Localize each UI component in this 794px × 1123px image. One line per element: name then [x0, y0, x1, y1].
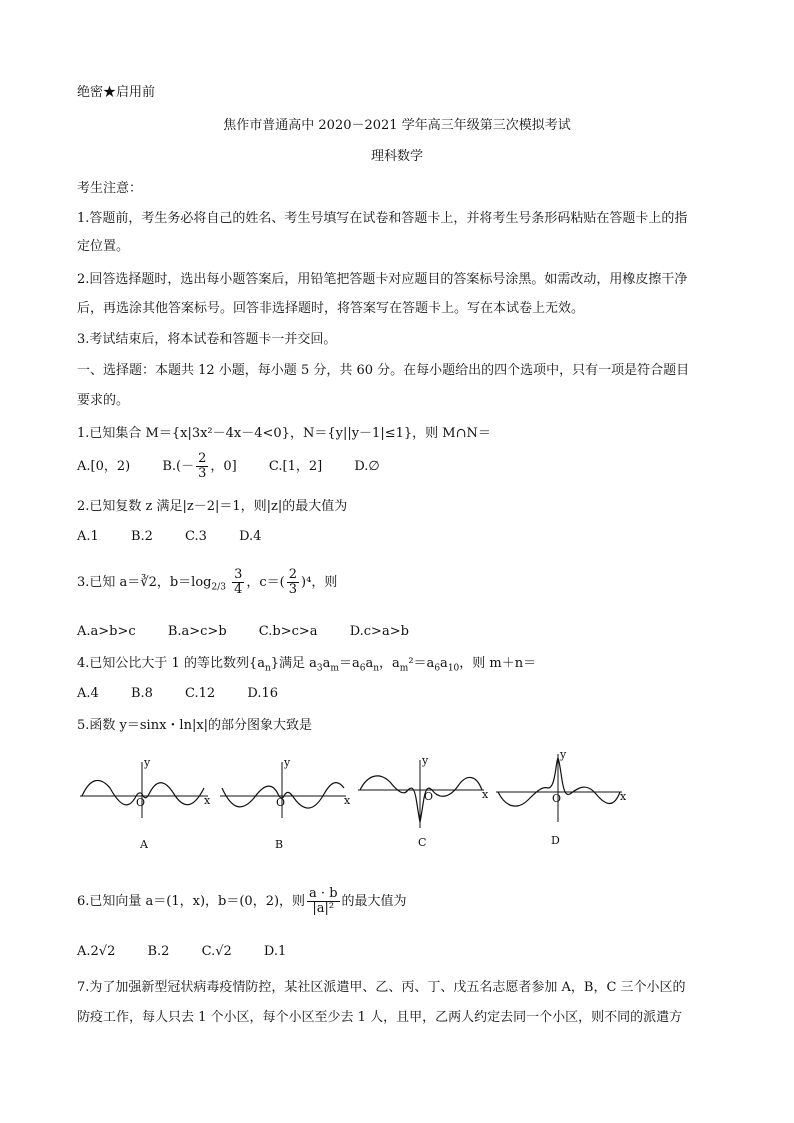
numerator: a · b	[309, 886, 338, 901]
q4-text: ，则 m＋n＝	[459, 656, 537, 671]
subscript: 6	[359, 663, 366, 674]
denominator: 4	[234, 582, 243, 597]
q4-text: a	[365, 656, 374, 671]
question-1-options	[77, 452, 408, 481]
option-b-prefix: B.(－	[162, 459, 195, 474]
notice-item-1-cont: 定位置。	[77, 239, 130, 254]
notice-heading: 考生注意：	[77, 181, 143, 196]
subscript: 6	[434, 663, 441, 674]
option-c: C.b>c>a	[258, 624, 318, 639]
question-2-stem: 2.已知复数 z 满足|z－2|＝1，则|z|的最大值为	[77, 499, 348, 514]
denominator: |a|²	[312, 901, 335, 916]
question-3-options	[77, 623, 437, 641]
graph-d-plot	[496, 752, 626, 822]
graph-a-label: A	[140, 838, 148, 851]
subscript: 3	[316, 663, 323, 674]
q4-text: }满足 a	[270, 656, 317, 671]
graph-c-plot	[358, 758, 488, 828]
q3-mid2: ，c＝(	[246, 575, 285, 590]
exam-title: 焦作市普通高中 2020－2021 学年高三年级第三次模拟考试	[223, 118, 571, 133]
curve	[360, 776, 482, 822]
origin-label: O	[276, 796, 286, 809]
option-d: D.16	[247, 686, 278, 701]
fraction	[287, 568, 299, 597]
notice-item-3: 3.考试结束后，将本试卷和答题卡一并交回。	[77, 332, 337, 347]
denominator: 3	[288, 582, 298, 597]
option-c: C.[1，2]	[268, 459, 323, 474]
option-d: D.1	[263, 944, 287, 959]
option-b	[162, 452, 236, 481]
option-b-suffix: ，0]	[210, 459, 237, 474]
option-b: B.2	[147, 944, 170, 959]
question-3-stem	[77, 568, 337, 597]
axis-y-label: y	[560, 748, 567, 761]
graph-d-label: D	[551, 834, 560, 847]
graph-b	[220, 758, 350, 818]
question-4-stem	[77, 655, 536, 673]
notice-item-1: 1.答题前，考生务必将自己的姓名、考生号填写在试卷和答题卡上，并将考生号条形码粘贴在答题卡上的指	[77, 211, 688, 226]
subscript: m	[399, 663, 409, 674]
fraction	[307, 887, 339, 916]
option-d: D.c>a>b	[349, 624, 409, 639]
question-1-stem: 1.已知集合 M＝{x|3x²－4x－4<0}，N＝{y||y－1|≤1}，则 M∩N＝	[77, 426, 491, 441]
origin-label: O	[424, 790, 434, 803]
question-7-stem-cont: 防疫工作，每人只去 1 个小区，每个小区至少去 1 人，且甲，乙两人约定去同一个小区，则不同的派遣方	[77, 1010, 683, 1025]
option-a: A.1	[77, 529, 99, 544]
section-1-intro: 一、选择题：本题共 12 小题，每小题 5 分，共 60 分。在每小题给出的四个选项中，只有一项是符合题目	[77, 363, 690, 378]
option-b: B.2	[130, 529, 153, 544]
graph-c	[358, 754, 489, 828]
denominator: 3	[198, 466, 207, 481]
q4-text: a	[440, 656, 448, 671]
question-4-options	[77, 685, 306, 703]
option-d: D.4	[239, 529, 262, 544]
question-6-options	[77, 943, 314, 961]
graph-d	[496, 748, 627, 822]
origin-label: O	[552, 792, 562, 805]
q3-prefix: 3.已知 a＝	[77, 575, 141, 590]
fraction	[196, 452, 208, 481]
graph-b-label: B	[275, 838, 284, 851]
q6-suffix: 的最大值为	[341, 894, 407, 909]
axis-x-label: x	[620, 790, 627, 803]
question-2-options	[77, 528, 289, 546]
subscript: m	[330, 663, 339, 674]
option-b: B.a>c>b	[167, 624, 227, 639]
q4-text: ，a	[379, 656, 400, 671]
subject-title: 理科数学	[370, 149, 423, 164]
option-c: C.√2	[201, 944, 232, 959]
q3-mid1: ，b＝log	[156, 575, 212, 590]
axis-x-label: x	[482, 788, 489, 801]
option-a: A.a>b>c	[77, 624, 136, 639]
q6-prefix: 6.已知向量 a＝(1，x)，b＝(0，2)，则	[77, 894, 306, 909]
numerator: 2	[288, 567, 298, 582]
axis-y-label: y	[284, 756, 291, 769]
numerator: 2	[198, 451, 207, 466]
numerator: 3	[234, 567, 243, 582]
axis-x-label: x	[344, 794, 351, 807]
option-c: C.3	[185, 529, 207, 544]
option-d: D.∅	[354, 459, 380, 474]
question-6-stem	[77, 887, 407, 916]
graph-c-label: C	[418, 836, 427, 849]
notice-item-2-cont: 后，再选涂其他答案标号。回答非选择题时，将答案写在答题卡上。写在本试卷上无效。	[77, 301, 585, 316]
q4-text: a	[322, 656, 331, 671]
section-1-intro-cont: 要求的。	[77, 393, 130, 408]
axis-y-label: y	[422, 754, 429, 767]
subscript: n	[373, 663, 380, 674]
fraction	[232, 568, 244, 597]
origin-label: O	[136, 796, 146, 809]
option-a: A.4	[77, 686, 99, 701]
question-5-stem: 5.函数 y＝sinx・ln|x|的部分图象大致是	[77, 718, 313, 733]
subscript: 10	[447, 663, 460, 674]
graph-a	[80, 758, 210, 818]
option-a: A.2√2	[77, 944, 116, 959]
subscript: n	[264, 663, 271, 674]
log-base: 2/3	[211, 582, 226, 593]
axis-x-label: x	[204, 794, 211, 807]
notice-item-2: 2.回答选择题时，选出每小题答案后，用铅笔把答题卡对应题目的答案标号涂黑。如需改动，用橡皮擦干净	[77, 272, 688, 287]
q4-text: ²＝a	[408, 656, 435, 671]
q4-text: 4.已知公比大于 1 的等比数列{a	[77, 656, 265, 671]
option-c: C.12	[185, 686, 216, 701]
q3-a-value: ∛2	[140, 575, 157, 590]
question-7-stem: 7.为了加强新型冠状病毒疫情防控，某社区派遣甲、乙、丙、丁、戊五名志愿者参加 A，B，C 三个小区的	[77, 980, 686, 995]
option-b: B.8	[130, 686, 153, 701]
axis-y-label: y	[144, 756, 151, 769]
option-a: A.[0，2)	[77, 459, 131, 474]
q3-suffix: )⁴，则	[301, 575, 338, 590]
q4-text: ＝a	[338, 656, 360, 671]
secret-label: 绝密★启用前	[77, 85, 156, 100]
